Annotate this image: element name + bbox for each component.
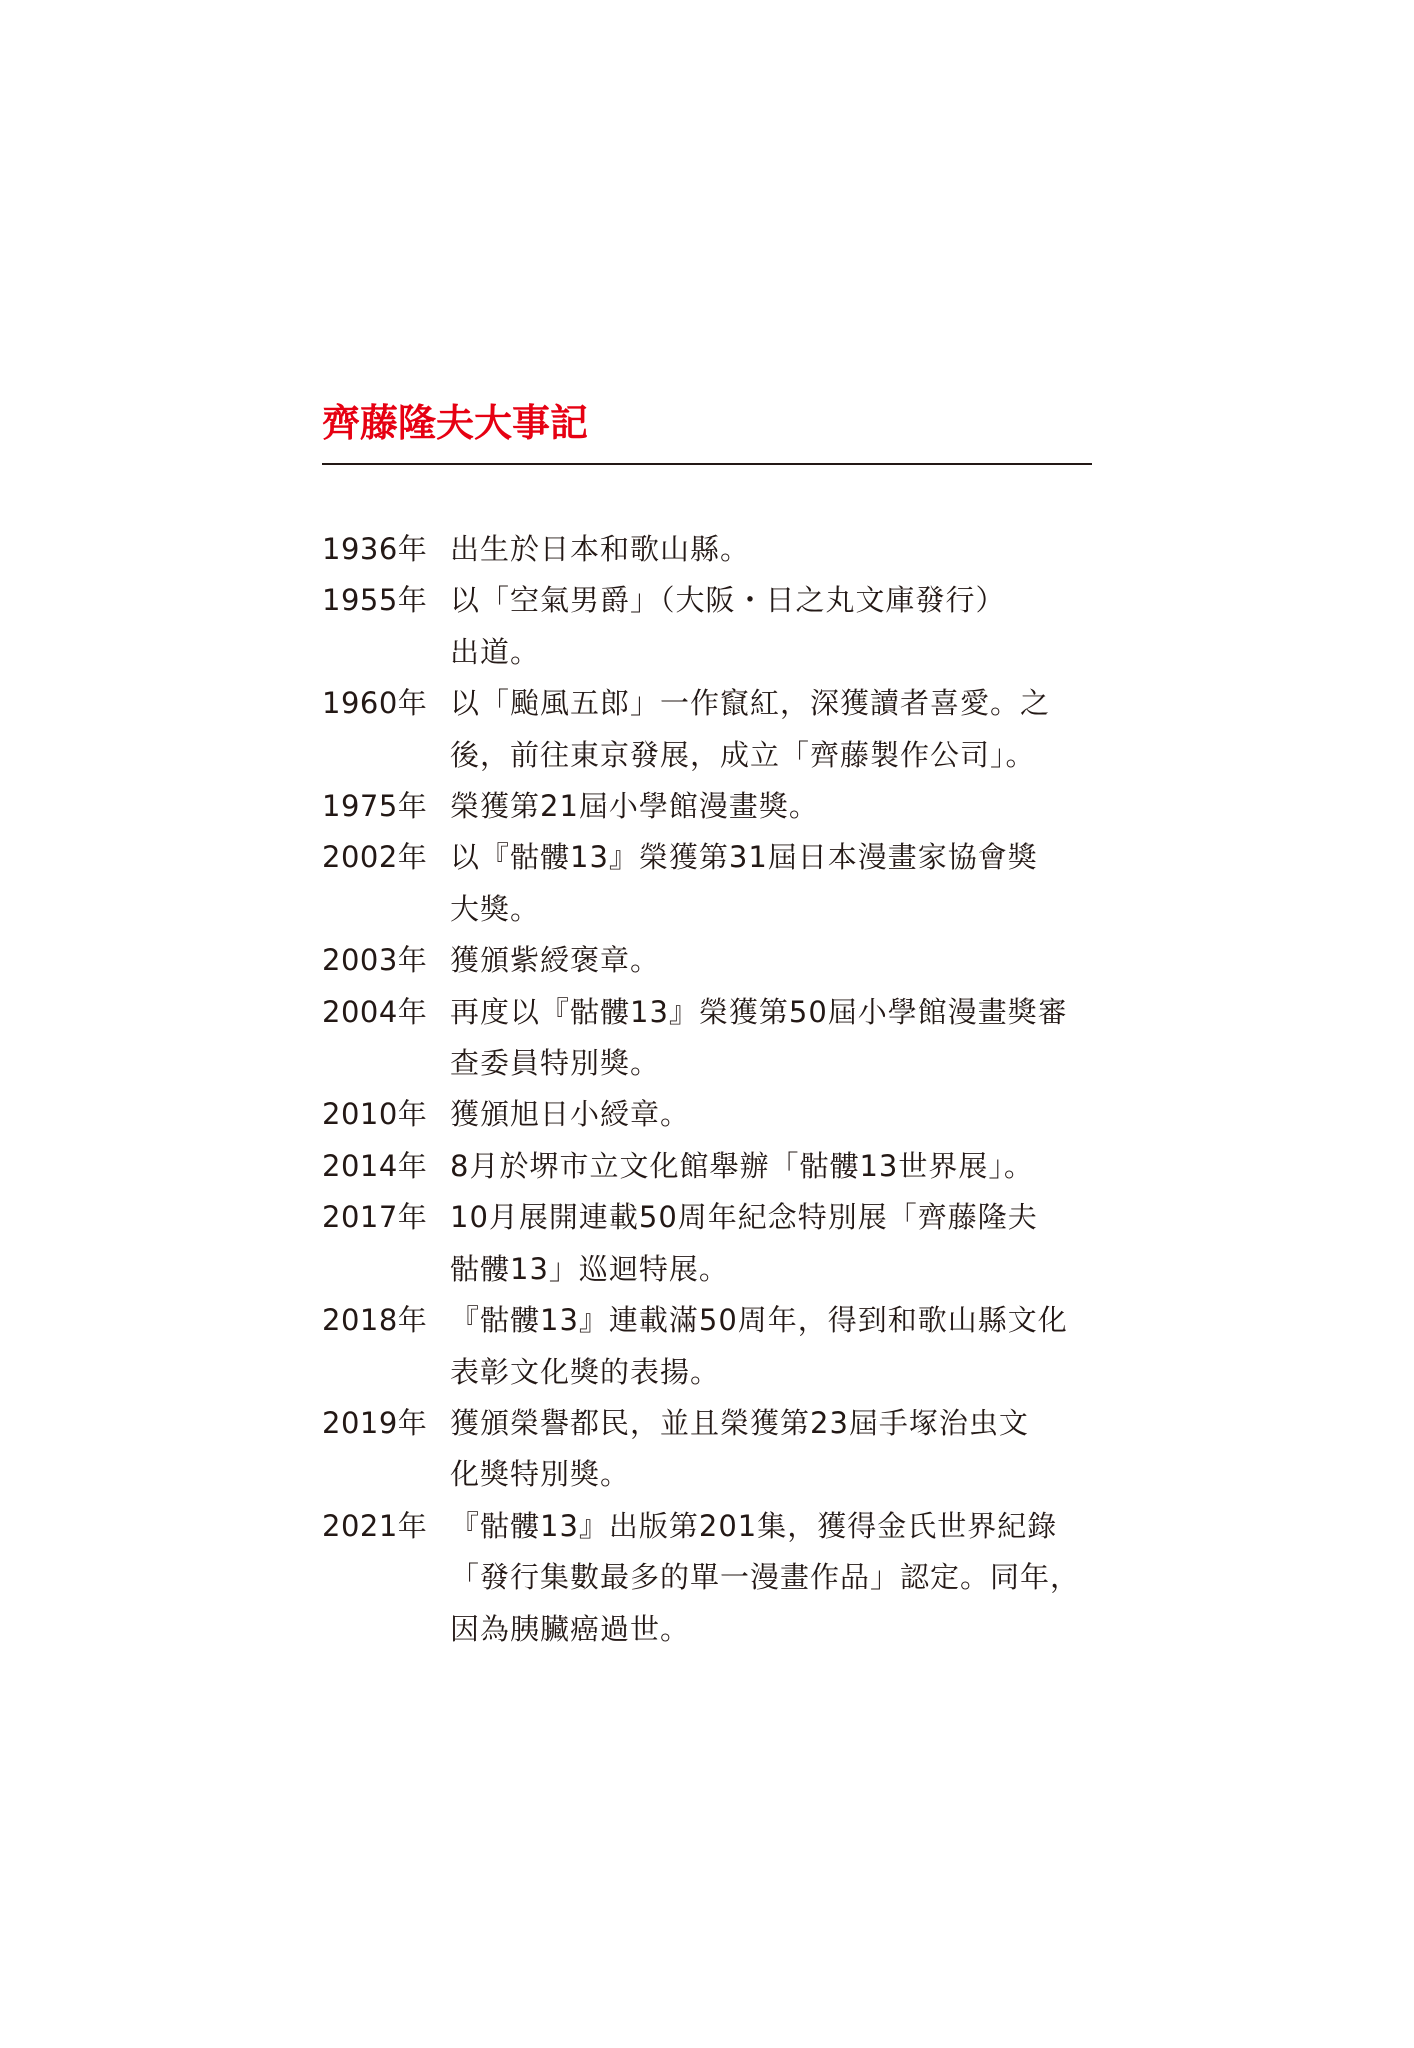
timeline-entry [322, 524, 1102, 575]
page-title: 齊藤隆夫大事記 [322, 401, 589, 445]
timeline-description-line: 再度以『骷髏13』榮獲第50屆小學館漫畫獎審 [450, 994, 1068, 1029]
timeline-description-line: 榮獲第21屆小學館漫畫獎。 [450, 789, 819, 824]
timeline-description-line: 表彰文化獎的表揚。 [450, 1354, 721, 1389]
timeline-year: 2003年 [322, 943, 428, 978]
timeline-entry [322, 987, 1102, 1090]
timeline-description-line: 以『骷髏13』榮獲第31屆日本漫畫家協會獎 [450, 840, 1038, 875]
timeline-description-line: 查委員特別獎。 [450, 1046, 661, 1081]
timeline-year: 2002年 [322, 840, 428, 875]
timeline-description-line: 『骷髏13』連載滿50周年，得到和歌山縣文化 [450, 1303, 1068, 1338]
timeline-description [450, 575, 1102, 678]
timeline-year: 1936年 [322, 532, 428, 566]
timeline-description [450, 1192, 1102, 1295]
timeline-year: 2010年 [322, 1097, 428, 1132]
timeline-description-line: 獲頒旭日小綬章。 [450, 1097, 691, 1132]
timeline-description-line: 8月於堺市立文化館舉辦「骷髏13世界展」。 [450, 1148, 1034, 1183]
timeline-description [450, 1089, 1102, 1140]
timeline-entry [322, 575, 1102, 678]
timeline-year: 1955年 [322, 583, 428, 618]
timeline-year: 1975年 [322, 789, 428, 824]
timeline-description [450, 524, 1102, 575]
timeline-description-line: 以「空氣男爵」（大阪・日之丸文庫發行） [450, 583, 1006, 618]
timeline-entry [322, 1398, 1102, 1501]
timeline-year: 2014年 [322, 1148, 428, 1183]
timeline-entry [322, 935, 1102, 986]
timeline-description-line: 獲頒榮譽都民，並且榮獲第23屆手塚治虫文 [450, 1405, 1029, 1440]
timeline-description-line: 獲頒紫綬褒章。 [450, 943, 661, 978]
timeline-description-line: 後，前往東京發展，成立「齊藤製作公司」。 [450, 737, 1036, 772]
timeline-entry [322, 1141, 1102, 1192]
timeline-description-line: 「發行集數最多的單一漫畫作品」認定。同年， [450, 1560, 1081, 1595]
timeline-description [450, 781, 1102, 832]
timeline-year: 2018年 [322, 1303, 428, 1338]
timeline-entry [322, 1295, 1102, 1398]
timeline-description-line: 出生於日本和歌山縣。 [450, 532, 751, 566]
timeline-description-line: 大獎。 [450, 891, 541, 926]
timeline-description [450, 678, 1102, 781]
timeline-entry [322, 781, 1102, 832]
timeline-description-line: 以「颱風五郎」一作竄紅，深獲讀者喜愛。之 [450, 686, 1051, 721]
timeline-entry [322, 1192, 1102, 1295]
timeline-description-line: 出道。 [450, 634, 541, 669]
timeline-entry [322, 678, 1102, 781]
timeline-description-line: 『骷髏13』出版第201集，獲得金氏世界紀錄 [450, 1508, 1058, 1543]
timeline-description [450, 935, 1102, 986]
timeline-description-line: 10月展開連載50周年紀念特別展「齊藤隆夫 [450, 1200, 1038, 1235]
timeline-description-line: 骷髏13」巡迴特展。 [450, 1251, 729, 1286]
timeline-description-line: 因為胰臟癌過世。 [450, 1611, 691, 1646]
timeline-description [450, 1141, 1102, 1192]
timeline-description [450, 1501, 1102, 1655]
timeline-entry [322, 832, 1102, 935]
timeline-entry [322, 1501, 1102, 1655]
timeline-list [322, 524, 1102, 1655]
timeline-description [450, 832, 1102, 935]
timeline-year: 2004年 [322, 994, 428, 1029]
timeline-year: 2019年 [322, 1405, 428, 1440]
timeline-description [450, 1295, 1102, 1398]
timeline-description [450, 1398, 1102, 1501]
timeline-description-line: 化獎特別獎。 [450, 1457, 631, 1492]
timeline-year: 2021年 [322, 1508, 428, 1543]
title-divider [322, 463, 1092, 465]
timeline-description [450, 987, 1102, 1090]
timeline-entry [322, 1089, 1102, 1140]
timeline-year: 1960年 [322, 686, 428, 721]
timeline-year: 2017年 [322, 1200, 428, 1235]
